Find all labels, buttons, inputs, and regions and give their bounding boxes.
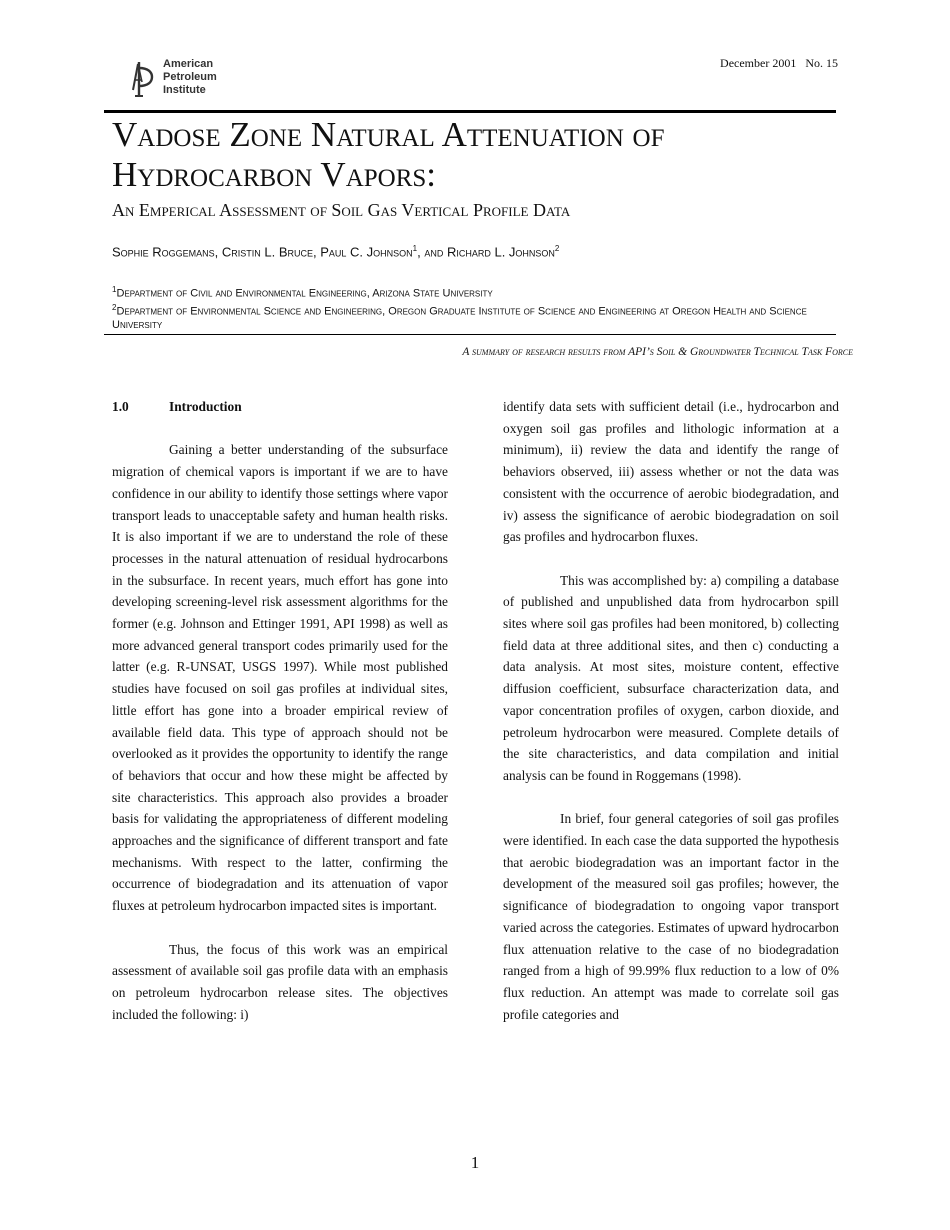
paragraph-3: This was accomplished by: a) compiling a database of published and unpublished data from hydrocarbon spill sites where soil gas profiles had been monitored, b) collecting field data at three additional sites, and then c) conducting a data analysis. At most sites, moisture content, effective diffusion coefficient, subsurface characterization data, and vapor concentration profiles of oxygen, carbon dioxide, and petroleum hydrocarbon were measured. Complete details of the site characteristics, and data compilation and initial analysis can be found in Roggemans (1998). — [503, 572, 839, 783]
summary-text: A summary of research results from API’s Soil & Groundwater Technical Task Force — [462, 346, 853, 358]
author-affiliation-mark: 2 — [554, 244, 560, 253]
document-title — [112, 115, 832, 195]
paragraph-2-continued: identify data sets with sufficient detail (i.e., hydrocarbon and oxygen soil gas profiles and lithologic information at a minimum), ii) review the data and identify the range of behaviors observed, iii) assess whether or not the data was consistent with the occurrence of aerobic biodegradation, and iv) assess the significance of aerobic biodegradation on soil gas profiles and hydrocarbon fluxes. — [503, 399, 839, 545]
affiliation-1 — [112, 283, 832, 301]
api-logo — [130, 58, 250, 100]
affiliation-2 — [112, 301, 832, 333]
logo-line: Petroleum — [163, 71, 217, 83]
paragraph-4: In brief, four general categories of soil gas profiles were identified. In each case the data supported the hypothesis that aerobic biodegradation was an important factor in the development of the measured soil gas profiles; however, the significance of biodegradation to ongoing vapor transport varied across the categories. Estimates of upward hydrocarbon flux attenuation relative to the case of no biodegradation ranged from a high of 99.99% flux reduction to a low of 0% flux reduction. An attempt was made to correlate soil gas profile categories and — [503, 811, 839, 1022]
title-line-1: Vadose Zone Natural Attenuation of — [112, 115, 665, 154]
summary-tagline — [462, 346, 853, 358]
right-column — [503, 396, 839, 1025]
logo-line: American — [163, 58, 214, 70]
top-rule-divider — [104, 110, 836, 113]
section-heading — [112, 396, 448, 418]
affiliation-text: Department of Civil and Environmental Engineering, Arizona State University — [116, 287, 493, 300]
left-column — [112, 396, 448, 1025]
issue-date-number: December 2001 No. 15 — [720, 56, 838, 70]
title-line-2: Hydrocarbon Vapors: — [112, 155, 437, 194]
bottom-rule-divider — [104, 334, 836, 335]
author-affiliation-mark: 1 — [412, 244, 418, 253]
document-subtitle — [112, 200, 570, 221]
page-number: 1 — [470, 1153, 480, 1172]
section-title: Introduction — [169, 399, 242, 414]
authors-part-2: , and Richard L. Johnson — [417, 244, 555, 260]
api-logo-mark-icon — [130, 60, 156, 98]
affiliations — [112, 283, 832, 332]
affiliation-mark: 2 — [112, 302, 117, 312]
authors-part-1: Sophie Roggemans, Cristin L. Bruce, Paul C. Johnson — [112, 244, 413, 260]
subtitle-text: An Emperical Assessment of Soil Gas Vertical Profile Data — [112, 200, 571, 220]
affiliation-text: Department of Environmental Science and Engineering, Oregon Graduate Institute of Science and Engineering at Oregon Health and Science University — [112, 305, 807, 332]
section-number: 1.0 — [112, 399, 129, 414]
api-logo-text — [163, 58, 217, 97]
affiliation-mark: 1 — [112, 285, 117, 294]
author-list — [112, 244, 559, 259]
logo-line: Institute — [163, 84, 206, 96]
paragraph-1: Gaining a better understanding of the subsurface migration of chemical vapors is important if we are to have confidence in our ability to identify those settings where vapor transport leads to unacceptable safety and human health risks. It is also important if we are to understand the role of these processes in the natural attenuation of residual hydrocarbons in the subsurface. In recent years, much effort has gone into developing screening-level risk assessment algorithms for the former (e.g. Johnson and Ettinger 1991, API 1998) as well as more advanced general transport codes primarily used for the latter (e.g. R-UNSAT, USGS 1997). While most published studies have focused on soil gas profiles at individual sites, little effort has gone into a broader empirical review of available field data. This type of approach should not be overlooked as it provides the opportunity to identify the range of behaviors that occur and how these might be affected by site characteristics. This approach also provides a broader basis for validating the appropriateness of different modeling approaches and the significance of different transport and fate mechanisms. With respect to the latter, confirming the occurrence of biodegradation and its attenuation of vapor fluxes at petroleum hydrocarbon impacted sites is important. — [112, 442, 448, 914]
paragraph-2: Thus, the focus of this work was an empirical assessment of available soil gas profile data with an emphasis on petroleum hydrocarbon release sites. The objectives included the following: i) — [112, 941, 448, 1022]
